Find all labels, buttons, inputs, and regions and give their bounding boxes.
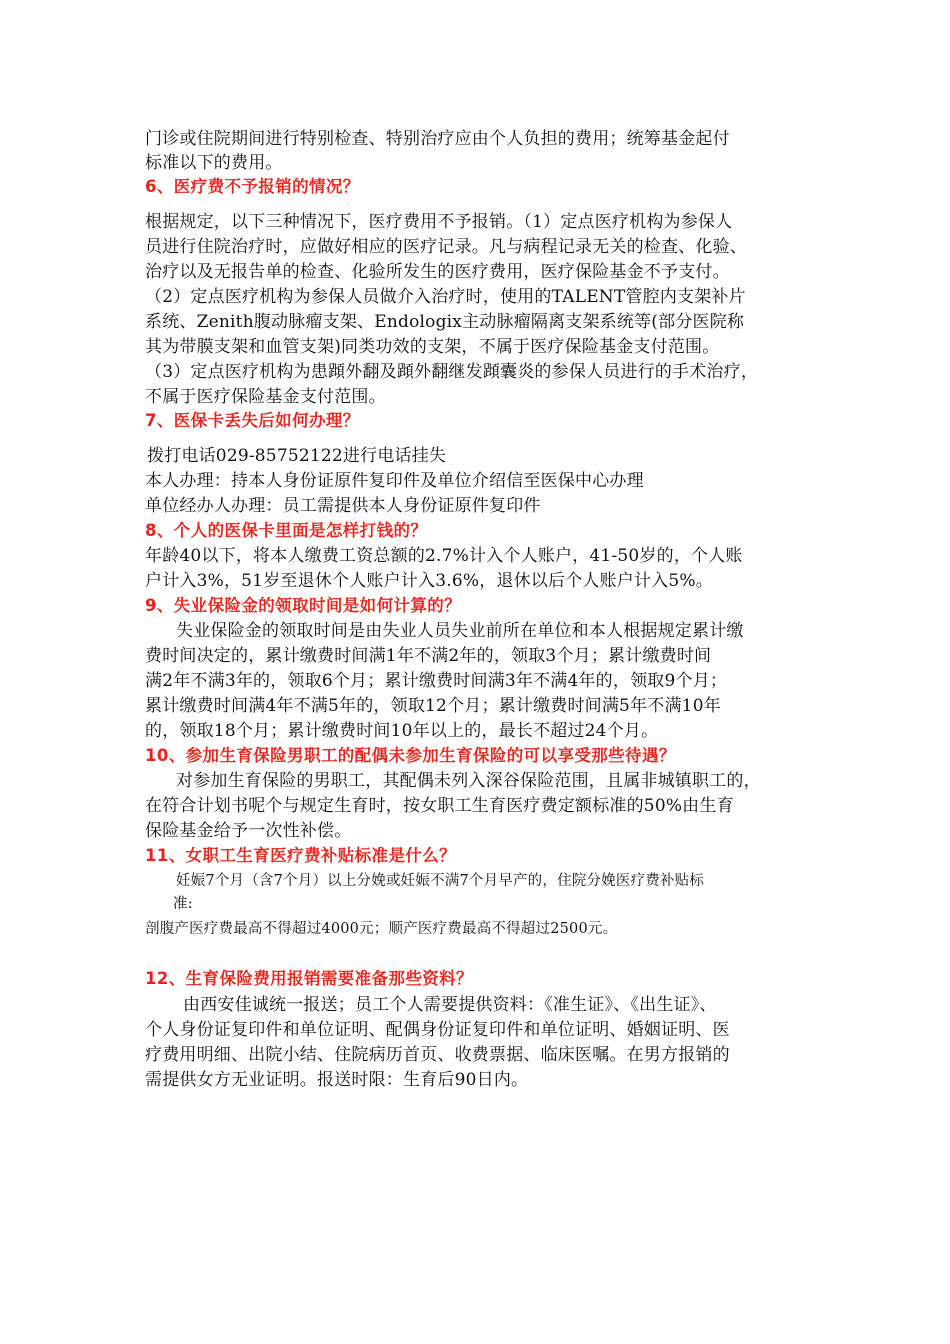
paragraph-line: （3）定点医疗机构为患蹞外翻及蹞外翻继发蹞囊炎的参保人员进行的手术治疗， [145, 362, 759, 382]
paragraph-line: 单位经办人办理：员工需提供本人身份证原件复印件 [145, 496, 541, 516]
paragraph-line: 员进行住院治疗时，应做好相应的医疗记录。凡与病程记录无关的检查、化验、 [145, 237, 747, 257]
paragraph-line: 保险基金给予一次性补偿。 [145, 821, 352, 841]
paragraph-line: 准: [173, 896, 193, 912]
section-heading-8: 8、个人的医保卡里面是怎样打钱的？ [145, 521, 428, 540]
section-heading-6: 6、医疗费不予报销的情况？ [145, 177, 360, 196]
section-heading-7: 7、医保卡丢失后如何办理？ [145, 411, 360, 430]
paragraph-line: 满2年不满3年的，领取6个月；累计缴费时间满3年不满4年的，领取9个月； [145, 671, 728, 691]
paragraph-line: 在符合计划书呢个与规定生育时，按女职工生育医疗费定额标准的50%由生育 [145, 796, 734, 816]
paragraph-line: 拨打电话029-85752122进行电话挂失 [147, 446, 447, 466]
paragraph-line: 剖腹产医疗费最高不得超过4000元；顺产医疗费最高不得超过2500元。 [145, 921, 618, 937]
paragraph-line: 本人办理：持本人身份证原件复印件及单位介绍信至医保中心办理 [145, 471, 644, 491]
paragraph-line: 费时间决定的，累计缴费时间满1年不满2年的，领取3个月；累计缴费时间 [145, 646, 712, 666]
paragraph-line: 户计入3%，51岁至退休个人账户计入3.6%，退休以后个人账户计入5%。 [145, 571, 713, 591]
paragraph-line: 其为带膜支架和血管支架)同类功效的支架，不属于医疗保险基金支付范围。 [145, 337, 720, 357]
intro-line: 门诊或住院期间进行特别检查、特别治疗应由个人负担的费用；统筹基金起付 [145, 129, 730, 149]
paragraph-line: 需提供女方无业证明。报送时限：生育后90日内。 [145, 1070, 529, 1090]
paragraph-line: 疗费用明细、出院小结、住院病历首页、收费票据、临床医嘱。在男方报销的 [145, 1045, 730, 1065]
paragraph-line: 对参加生育保险的男职工，其配偶未列入深谷保险范围，且属非城镇职工的， [176, 771, 761, 791]
section-heading-12: 12、生育保险费用报销需要准备那些资料？ [145, 969, 473, 988]
paragraph-line: 累计缴费时间满4年不满5年的，领取12个月；累计缴费时间满5年不满10年 [145, 696, 721, 716]
paragraph-line: 不属于医疗保险基金支付范围。 [145, 387, 386, 407]
paragraph-line: 妊娠7个月（含7个月）以上分娩或妊娠不满7个月早产的，住院分娩医疗费补贴标 [176, 873, 705, 889]
section-heading-9: 9、失业保险金的领取时间是如何计算的？ [145, 596, 462, 615]
section-heading-11: 11、女职工生育医疗费补贴标准是什么？ [145, 846, 457, 865]
paragraph-line: 的，领取18个月；累计缴费时间10年以上的，最长不超过24个月。 [145, 721, 659, 741]
intro-line: 标准以下的费用。 [145, 153, 283, 173]
section-heading-10: 10、参加生育保险男职工的配偶未参加生育保险的可以享受那些待遇？ [145, 746, 676, 765]
paragraph-line: 由西安佳诚统一报送；员工个人需要提供资料：《准生证》、《出生证》、 [183, 995, 717, 1015]
paragraph-line: 治疗以及无报告单的检查、化验所发生的医疗费用，医疗保险基金不予支付。 [145, 262, 730, 282]
paragraph-line: 系统、Zenith腹动脉瘤支架、Endologix主动脉瘤隔离支架系统等(部分医院称 [145, 312, 745, 332]
paragraph-line: 个人身份证复印件和单位证明、配偶身份证复印件和单位证明、婚姻证明、医 [145, 1020, 730, 1040]
paragraph-line: 根据规定，以下三种情况下，医疗费用不予报销。（1）定点医疗机构为参保人 [145, 212, 733, 232]
paragraph-line: （2）定点医疗机构为参保人员做介入治疗时，使用的TALENT管腔内支架补片 [145, 287, 746, 307]
paragraph-line: 失业保险金的领取时间是由失业人员失业前所在单位和本人根据规定累计缴 [176, 621, 744, 641]
paragraph-line: 年龄40以下，将本人缴费工资总额的2.7%计入个人账户，41-50岁的，个人账 [145, 546, 743, 566]
